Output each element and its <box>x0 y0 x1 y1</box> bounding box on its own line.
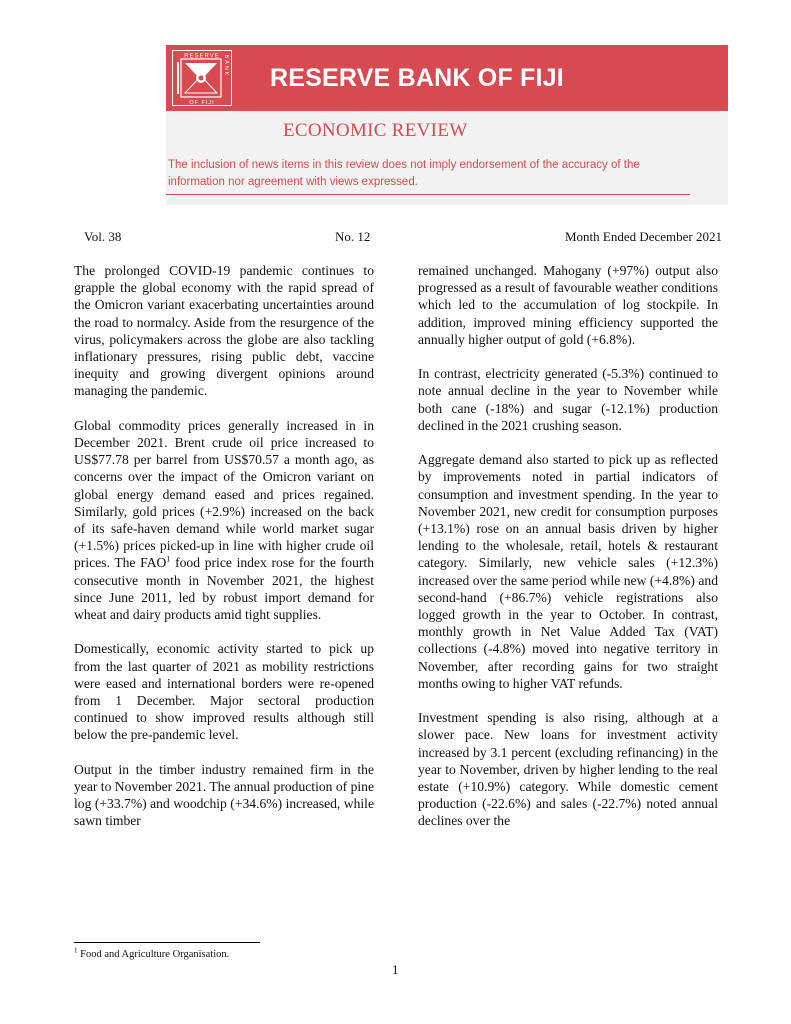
right-column <box>418 262 718 830</box>
logo-bottom-text: OF FIJI <box>189 99 215 106</box>
paragraph <box>74 417 374 623</box>
logo-top-text: RESERVE <box>184 53 220 60</box>
paragraph: In contrast, electricity generated (-5.3%) continued to note annual decline in the year to November while both cane (-18%) and sugar (-12.1%) production declined in the 2021 crushing season. <box>418 366 718 433</box>
page-number: 1 <box>392 962 399 977</box>
paragraph: remained unchanged. Mahogany (+97%) output also progressed as a result of favourable weather conditions which led to the accumulation of log stockpile. In addition, improved mining efficiency supported the annually higher output of gold (+6.8%). <box>418 263 718 347</box>
bank-name: RESERVE BANK OF FIJI <box>270 64 564 92</box>
paragraph-text: Global commodity prices generally increased in in December 2021. Brent crude oil price increased to US$77.78 per barrel from US$70.57 a month ago, as concerns over the impact of the Omicron variant on global energy demand eased and prices regained. Similarly, gold prices (+2.9%) increased on the back of its safe-haven demand while world market sugar (+1.5%) prices picked-up in line with higher crude oil prices. The FAO <box>74 417 374 571</box>
paragraph: Output in the timber industry remained firm in the year to November 2021. The annual production of pine log (+33.7%) and woodchip (+34.6%) increased, while sawn timber <box>74 761 374 829</box>
footnote-marker: 1 <box>166 554 171 564</box>
paragraph: Domestically, economic activity started to pick up from the last quarter of 2021 as mobility restrictions were eased and international borders were re-opened from 1 December. Major sectoral production continued to show improved results although still below the pre-pandemic level. <box>74 641 374 743</box>
paragraph-text: food price index rose for the fourth consecutive month in November 2021, the highest since June 2011, led by robust import demand for wheat and dairy products amid tight supplies. <box>74 555 375 623</box>
issue-volume: Vol. 38 <box>84 229 122 244</box>
footnote-marker: 1 <box>74 946 78 955</box>
footnote-text: Food and Agriculture Organisation. <box>77 949 230 960</box>
issue-month: Month Ended December 2021 <box>564 229 722 244</box>
footnote <box>74 946 230 960</box>
footnote-divider <box>74 942 260 943</box>
publication-title: ECONOMIC REVIEW <box>283 120 468 141</box>
paragraph: The prolonged COVID-19 pandemic continues to grapple the global economy with the rapid spread of the Omicron variant exacerbating uncertainties around the road to normalcy. Aside from the resurgence of the virus, policymakers across the globe are also tackling inflationary pressures, rising public debt, vaccine inequity and growing divergent opinions around managing the pandemic. <box>74 263 374 399</box>
left-column <box>74 262 374 830</box>
paragraph: Aggregate demand also started to pick up as reflected by improvements noted in partial indicators of consumption and investment spending. In the year to November 2021, new credit for consumption purposes (+13.1%) rose on an annual basis driven by higher lending to the wholesale, retail, hotels & restaurant category. Similarly, new vehicle sales (+12.3%) increased over the same period while new (+4.8%) and second-hand (+86.7%) vehicle registrations also logged growth in the year to October. In contrast, monthly growth in Net Value Added Tax (VAT) collections (-4.8%) moved into negative territory in November, after recording gains for two straight months owing to higher VAT refunds. <box>418 452 718 691</box>
paragraph: Investment spending is also rising, although at a slower pace. New loans for investment activity increased by 3.1 percent (excluding refinancing) in the year to November, driven by higher lending to the real estate (+10.9%) category. While domestic cement production (-22.6%) and sales (-22.7%) noted annual declines over the <box>418 710 718 829</box>
reserve-bank-logo <box>172 50 232 106</box>
logo-side-text: BANK <box>223 54 229 78</box>
header-divider <box>166 194 690 195</box>
disclaimer-text: The inclusion of news items in this review does not imply endorsement of the accuracy of the information nor agreement with views expressed. <box>168 159 640 188</box>
masthead <box>166 45 728 205</box>
issue-number: No. 12 <box>335 229 371 244</box>
masthead-banner <box>166 45 728 111</box>
